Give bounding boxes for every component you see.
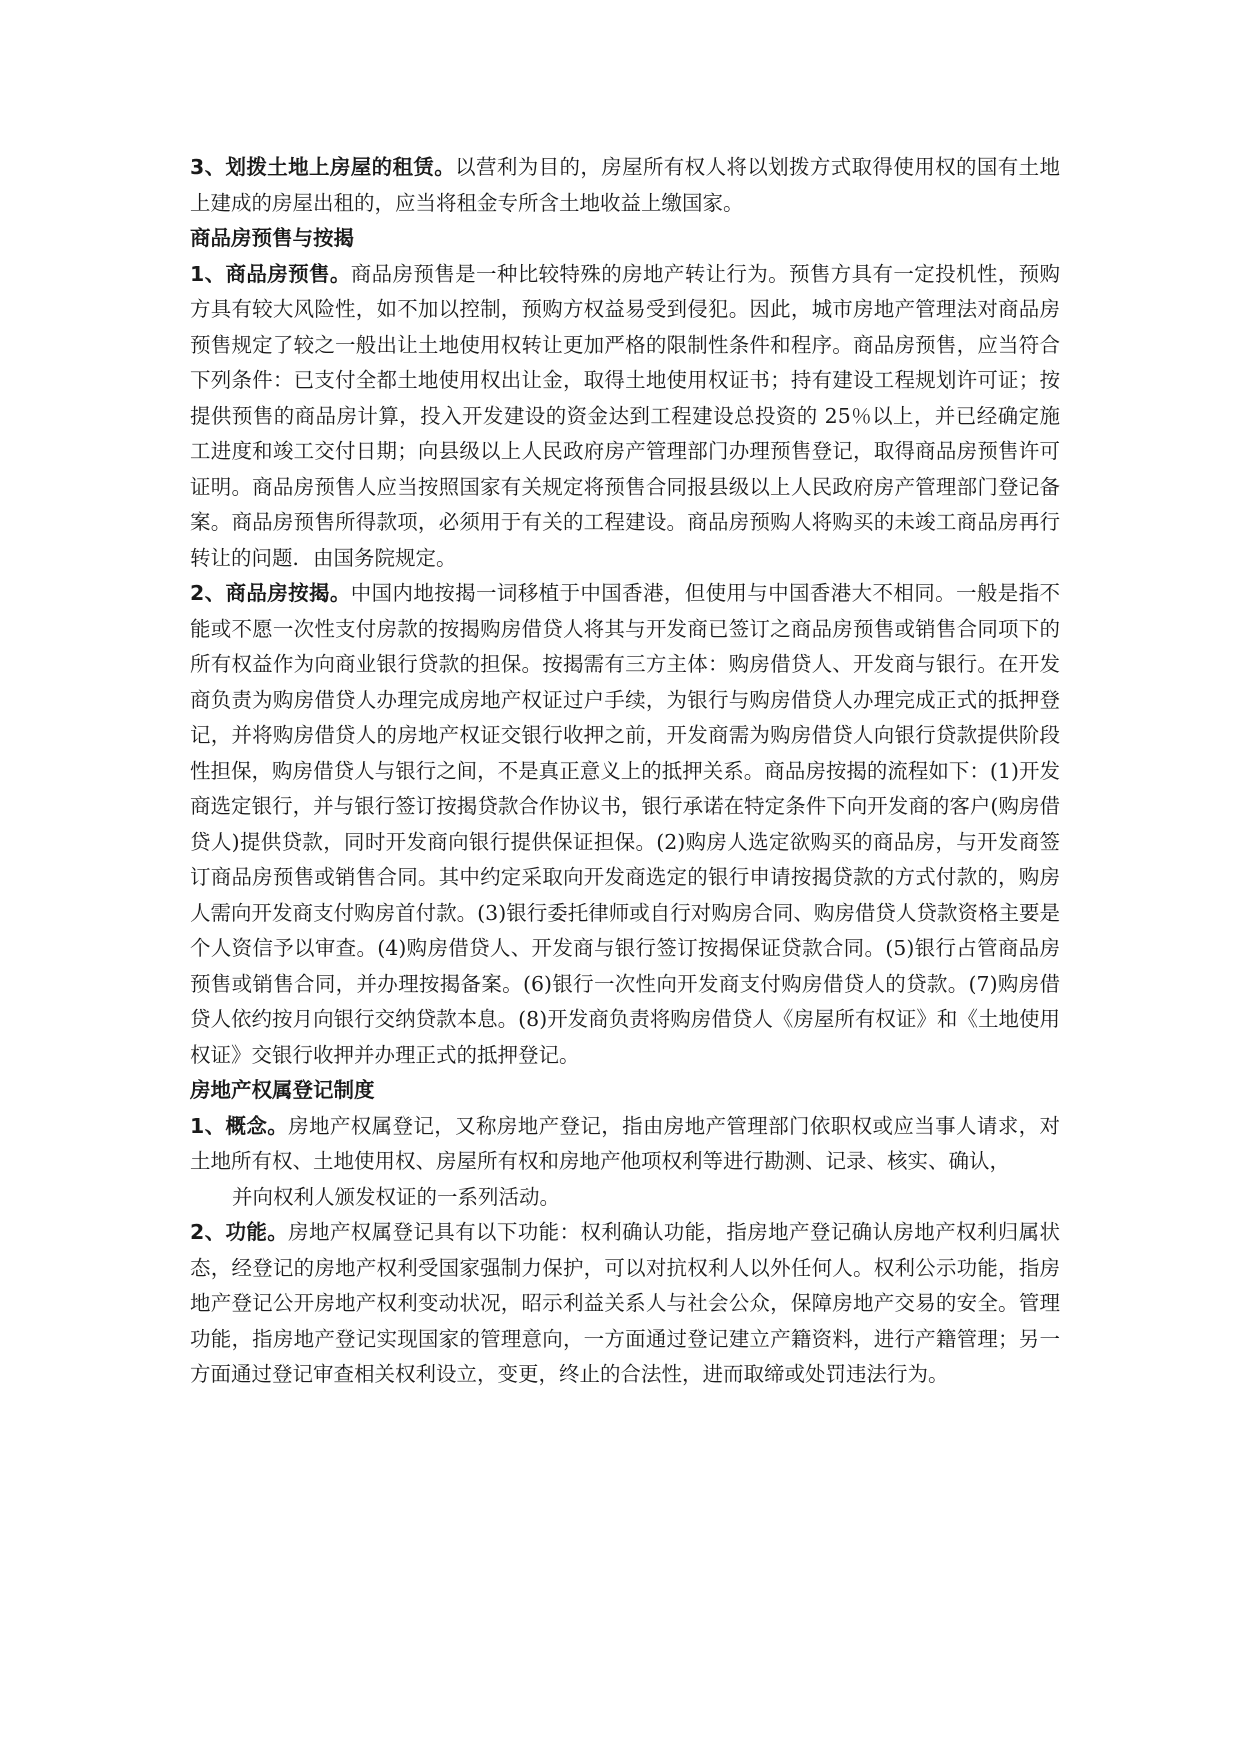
section-heading-presale: 商品房预售与按揭 <box>190 226 354 250</box>
paragraph-mortgage <box>190 576 1060 1073</box>
paragraph-lead: 1、概念。 <box>190 1113 289 1138</box>
paragraph-body: 中国内地按揭一词移植于中国香港，但使用与中国香港大不相同。一般是指不能或不愿一次性支付房款的按揭购房借贷人将其与开发商已签订之商品房预售或销售合同项下的所有权益作为向商业银行贷款的担保。按揭需有三方主体：购房借贷人、开发商与银行。在开发商负责为购房借贷人办理完成房地产权证过户手续，为银行与购房借贷人办理完成正式的抵押登记，并将购房借贷人的房地产权证交银行收押之前，开发商需为购房借贷人向银行贷款提供阶段性担保，购房借贷人与银行之间，不是真正意义上的抵押关系。商品房按揭的流程如下：(1)开发商选定银行，并与银行签订按揭贷款合作协议书，银行承诺在特定条件下向开发商的客户(购房借贷人)提供贷款，同时开发商向银行提供保证担保。(2)购房人选定欲购买的商品房，与开发商签订商品房预售或销售合同。其中约定采取向开发商选定的银行申请按揭贷款的方式付款的，购房人需向开发商支付购房首付款。(3)银行委托律师或自行对购房合同、购房借贷人贷款资格主要是个人资信予以审查。(4)购房借贷人、开发商与银行签订按揭保证贷款合同。(5)银行占管商品房预售或销售合同，并办理按揭备案。(6)银行一次性向开发商支付购房借贷人的贷款。(7)购房借贷人依约按月向银行交纳贷款本息。(8)开发商负责将购房借贷人《房屋所有权证》和《土地使用权证》交银行收押并办理正式的抵押登记。 <box>190 581 1061 1067</box>
document-page <box>190 150 1060 1393</box>
paragraph-concept <box>190 1109 1060 1180</box>
paragraph-body: 商品房预售是一种比较特殊的房地产转让行为。预售方具有一定投机性，预购方具有较大风险性，如不加以控制，预购方权益易受到侵犯。因此，城市房地产管理法对商品房预售规定了较之一般出让土地使用权转让更加严格的限制性条件和程序。商品房预售，应当符合下列条件：已支付全都土地使用权出让金，取得土地使用权证书；持有建设工程规划许可证；按提供预售的商品房计算，投入开发建设的资金达到工程建设总投资的 25％以上，并已经确定施工进度和竣工交付日期；向县级以上人民政府房产管理部门办理预售登记，取得商品房预售许可证明。商品房预售人应当按照国家有关规定将预售合同报县级以上人民政府房产管理部门登记备案。商品房预售所得款项，必须用于有关的工程建设。商品房预购人将购买的未竣工商品房再行转让的问题．由国务院规定。 <box>190 261 1061 570</box>
paragraph-lead: 3、划拨土地上房屋的租赁。 <box>190 155 456 179</box>
paragraph-body: 房地产权属登记具有以下功能：权利确认功能，指房地产登记确认房地产权利归属状态，经登记的房地产权利受国家强制力保护，可以对抗权利人以外任何人。权利公示功能，指房地产登记公开房地产权利变动状况，昭示利益关系人与社会公众，保障房地产交易的安全。管理功能，指房地产登记实现国家的管理意向，一方面通过登记建立产籍资料，进行产籍管理；另一方面通过登记审查相关权利设立，变更，终止的合法性，进而取缔或处罚违法行为。 <box>190 1220 1060 1386</box>
paragraph-body: 以营利为目的，房屋所有权人将以划拨方式取得使用权的国有土地上建成的房屋出租的，应当将租金专所含土地收益上缴国家。 <box>190 155 1060 215</box>
section-heading-registration: 房地产权属登记制度 <box>190 1078 375 1102</box>
paragraph-allocated-land-lease <box>190 150 1060 221</box>
paragraph-concept-continuation: 并向权利人颁发权证的一系列活动。 <box>232 1184 560 1209</box>
paragraph-lead: 2、商品房按揭。 <box>190 581 351 605</box>
paragraph-body: 房地产权属登记，又称房地产登记，指由房地产管理部门依职权或应当事人请求，对土地所有权、土地使用权、房屋所有权和房地产他项权利等进行勘测、记录、核实、确认， <box>190 1113 1060 1173</box>
paragraph-lead: 2、功能。 <box>190 1220 289 1244</box>
paragraph-presale <box>190 257 1060 577</box>
paragraph-lead: 1、商品房预售。 <box>190 261 351 286</box>
paragraph-function <box>190 1215 1060 1393</box>
